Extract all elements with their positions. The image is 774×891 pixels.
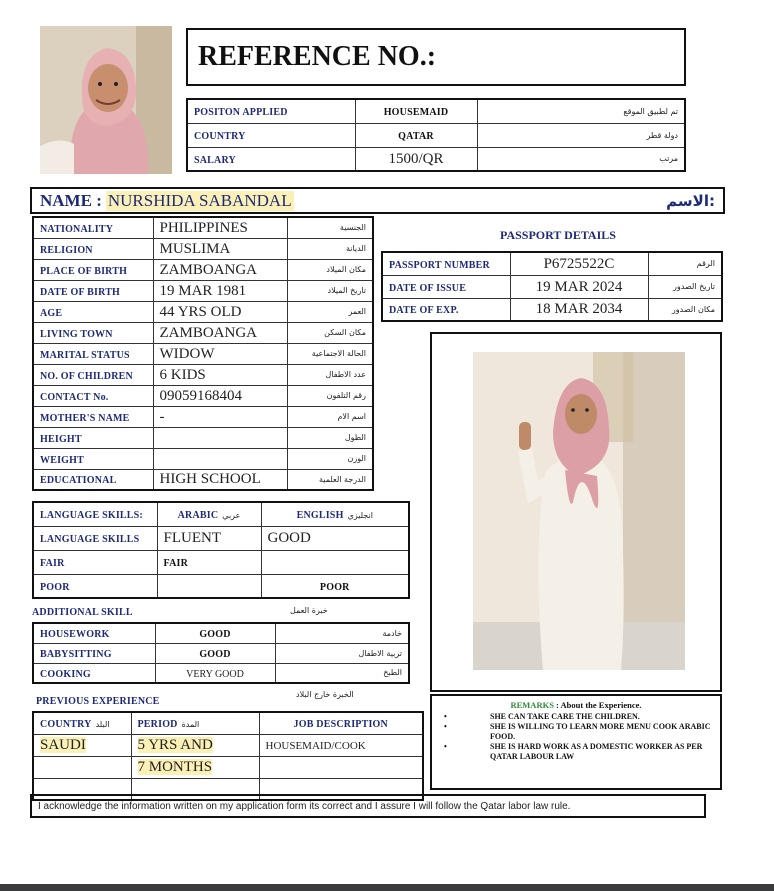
- personal-row: [33, 385, 373, 406]
- personal-ar: الحالة الاجتماعية: [311, 349, 366, 358]
- skill-ar: خادمة: [382, 628, 402, 638]
- passport-ar-cell: [648, 298, 722, 321]
- language-arabic-value: FLUENT: [163, 530, 221, 546]
- personal-label: PLACE OF BIRTH: [40, 265, 128, 277]
- personal-value-cell: [153, 385, 287, 406]
- passport-label: DATE OF EXP.: [389, 305, 459, 317]
- language-arabic-value: FAIR: [163, 558, 189, 569]
- skill-row: [33, 663, 409, 683]
- personal-row: [33, 217, 373, 238]
- language-arabic-cell: [157, 574, 261, 598]
- skill-ar-cell: [275, 643, 409, 663]
- previous-experience-title-ar: الخبرة خارج البلاد: [296, 690, 354, 699]
- language-arabic-cell: [157, 550, 261, 574]
- passport-table: [381, 251, 723, 322]
- salary-ar-cell: [477, 147, 685, 171]
- exp-head-country: COUNTRY: [40, 719, 92, 731]
- salary-row: [187, 147, 685, 171]
- experience-head-row: [33, 712, 423, 734]
- experience-row: [33, 734, 423, 756]
- language-row: [33, 526, 409, 550]
- passport-value-cell: [510, 275, 648, 298]
- personal-label-cell: [33, 259, 153, 280]
- personal-ar: تاريخ الميلاد: [327, 286, 366, 295]
- language-head-row: [33, 502, 409, 526]
- personal-ar-cell: [287, 217, 373, 238]
- personal-ar-cell: [287, 280, 373, 301]
- personal-label-cell: [33, 469, 153, 490]
- personal-label: LIVING TOWN: [40, 328, 113, 340]
- skill-value-cell: [155, 663, 275, 683]
- personal-ar: رقم التلفون: [326, 391, 366, 400]
- personal-label: AGE: [40, 307, 63, 319]
- personal-label-cell: [33, 322, 153, 343]
- remark-item: • SHE IS WILLING TO LEARN MORE MENU COOK ARABIC FOOD.: [440, 722, 712, 742]
- passport-ar-cell: [648, 275, 722, 298]
- exp-period: 5 YRS AND: [137, 737, 213, 753]
- personal-row: [33, 238, 373, 259]
- personal-ar: الدرجة العلمية: [319, 474, 366, 484]
- bottom-bar: [0, 884, 774, 891]
- exp-head-country-cell: [33, 712, 131, 734]
- additional-skill-title: ADDITIONAL SKILL: [32, 607, 133, 618]
- personal-row: [33, 364, 373, 385]
- exp-country-cell: [33, 756, 131, 778]
- language-head-arabic: ARABIC: [177, 510, 219, 522]
- position-value: HOUSEMAID: [383, 107, 449, 119]
- personal-label-cell: [33, 238, 153, 259]
- personal-label: NO. OF CHILDREN: [40, 370, 133, 382]
- personal-value: ZAMBOANGA: [159, 261, 257, 278]
- skill-label: COOKING: [40, 668, 91, 680]
- reference-label: REFERENCE NO.:: [198, 41, 437, 72]
- remarks-subtitle: : About the Experience.: [556, 700, 642, 710]
- skill-value: GOOD: [199, 629, 231, 641]
- personal-ar-cell: [287, 427, 373, 448]
- passport-ar: مكان الصدور: [671, 304, 715, 314]
- language-head-label-cell: [33, 502, 157, 526]
- position-label-cell: [187, 99, 355, 123]
- language-row-label: LANGUAGE SKILLS: [40, 534, 140, 545]
- full-body-photo: [473, 352, 685, 670]
- personal-label-cell: [33, 406, 153, 427]
- personal-ar: الطول: [344, 433, 366, 442]
- personal-label-cell: [33, 301, 153, 322]
- exp-head-job-cell: [259, 712, 423, 734]
- personal-value-cell: [153, 238, 287, 259]
- personal-value: MUSLIMA: [159, 240, 231, 257]
- personal-ar-cell: [287, 259, 373, 280]
- personal-row: [33, 280, 373, 301]
- personal-label-cell: [33, 364, 153, 385]
- personal-ar-cell: [287, 448, 373, 469]
- language-head-arabic-ar: عربي: [222, 511, 241, 521]
- personal-value: ZAMBOANGA: [159, 324, 257, 341]
- personal-label: MOTHER'S NAME: [40, 412, 130, 424]
- personal-ar: عدد الاطفال: [325, 370, 366, 379]
- personal-value: 44 YRS OLD: [159, 303, 242, 320]
- remark-item: • SHE IS HARD WORK AS A DOMESTIC WORKER AS PER QATAR LABOUR LAW: [440, 742, 712, 762]
- personal-value-cell: [153, 448, 287, 469]
- skill-ar-cell: [275, 663, 409, 683]
- personal-value-cell: [153, 259, 287, 280]
- reference-number-box: [186, 28, 686, 86]
- personal-label: EDUCATIONAL: [40, 475, 117, 487]
- passport-value: 19 MAR 2024: [535, 278, 623, 295]
- passport-value: 18 MAR 2034: [535, 301, 623, 318]
- passport-label: PASSPORT NUMBER: [389, 259, 490, 271]
- personal-ar-cell: [287, 364, 373, 385]
- personal-value-cell: [153, 469, 287, 490]
- exp-period-cell: [131, 734, 259, 756]
- personal-value: HIGH SCHOOL: [159, 471, 261, 488]
- experience-row: [33, 756, 423, 778]
- position-ar-cell: [477, 99, 685, 123]
- language-english-cell: [261, 526, 409, 550]
- passport-label-cell: [382, 275, 510, 298]
- personal-label-cell: [33, 343, 153, 364]
- exp-head-job: JOB DESCRIPTION: [293, 719, 388, 731]
- passport-ar-cell: [648, 252, 722, 275]
- exp-country: SAUDI: [40, 737, 86, 753]
- personal-label: CONTACT No.: [40, 391, 109, 403]
- passport-value-cell: [510, 252, 648, 275]
- personal-row: [33, 448, 373, 469]
- personal-ar: اسم الام: [337, 412, 366, 421]
- personal-label: DATE OF BIRTH: [40, 286, 121, 298]
- skill-value: VERY GOOD: [186, 668, 244, 680]
- skill-label: HOUSEWORK: [40, 629, 110, 641]
- exp-country-cell: [33, 734, 131, 756]
- country-label-cell: [187, 123, 355, 147]
- experience-table: [32, 711, 424, 801]
- salary-value: 1500/QR: [388, 150, 444, 167]
- language-row: [33, 550, 409, 574]
- language-head-english-ar: انجليزي: [347, 511, 373, 521]
- skill-label-cell: [33, 643, 155, 663]
- personal-value-cell: [153, 406, 287, 427]
- skill-row: [33, 623, 409, 643]
- personal-details-table: [32, 216, 374, 491]
- personal-value: PHILIPPINES: [159, 219, 248, 236]
- exp-job-cell: [259, 734, 423, 756]
- personal-value-cell: [153, 364, 287, 385]
- personal-row: [33, 343, 373, 364]
- country-ar: دولة قطر: [646, 130, 678, 140]
- language-head-english: ENGLISH: [296, 510, 344, 522]
- name-label: NAME :: [40, 190, 102, 210]
- personal-ar: الديانة: [345, 244, 366, 253]
- remarks-list: [440, 712, 712, 762]
- personal-row: [33, 427, 373, 448]
- language-arabic-cell: [157, 526, 261, 550]
- passport-row: [382, 252, 722, 275]
- skill-ar: الطبخ: [383, 668, 402, 678]
- personal-ar-cell: [287, 385, 373, 406]
- personal-row: [33, 259, 373, 280]
- language-row-label: POOR: [40, 581, 70, 593]
- skill-ar-cell: [275, 623, 409, 643]
- language-english-cell: [261, 574, 409, 598]
- personal-value-cell: [153, 322, 287, 343]
- country-value: QATAR: [398, 131, 434, 142]
- name-ar: الاسم:: [666, 191, 715, 210]
- exp-head-period: PERIOD: [137, 719, 178, 731]
- language-skills-table: [32, 501, 410, 599]
- skill-value-cell: [155, 623, 275, 643]
- personal-value: 19 MAR 1981: [159, 282, 247, 299]
- personal-ar-cell: [287, 469, 373, 490]
- personal-value: 09059168404: [159, 387, 242, 404]
- personal-label-cell: [33, 217, 153, 238]
- personal-value-cell: [153, 343, 287, 364]
- salary-ar: مرتب: [659, 154, 678, 164]
- personal-label: RELIGION: [40, 244, 93, 256]
- personal-ar-cell: [287, 322, 373, 343]
- passport-label-cell: [382, 252, 510, 275]
- personal-row: [33, 301, 373, 322]
- position-value-cell: [355, 99, 477, 123]
- language-head-english-cell: [261, 502, 409, 526]
- remarks-box: [430, 694, 722, 790]
- language-label-cell: [33, 526, 157, 550]
- personal-ar-cell: [287, 238, 373, 259]
- salary-label-cell: [187, 147, 355, 171]
- language-english-value: POOR: [319, 581, 350, 593]
- skill-label-cell: [33, 663, 155, 683]
- skill-label-cell: [33, 623, 155, 643]
- acknowledgement-text: I acknowledge the information written on my application form its correct and I assure I will follow the Qatar labor law rule.: [38, 800, 571, 812]
- personal-label: NATIONALITY: [40, 223, 114, 235]
- passport-value-cell: [510, 298, 648, 321]
- skill-value: GOOD: [199, 649, 231, 660]
- personal-value-cell: [153, 217, 287, 238]
- personal-label: MARITAL STATUS: [40, 349, 130, 361]
- personal-value-cell: [153, 427, 287, 448]
- personal-ar: مكان الميلاد: [326, 265, 366, 274]
- skill-ar: تربية الاطفال: [358, 648, 402, 658]
- passport-ar: تاريخ الصدور: [673, 282, 715, 291]
- language-label-cell: [33, 550, 157, 574]
- salary-label: SALARY: [194, 154, 236, 166]
- personal-ar: الجنسية: [339, 223, 366, 233]
- personal-ar: العمر: [348, 307, 366, 316]
- personal-value-cell: [153, 280, 287, 301]
- exp-period: 7 MONTHS: [137, 759, 213, 775]
- exp-head-country-ar: البلد: [95, 720, 110, 730]
- personal-label: WEIGHT: [40, 454, 84, 466]
- personal-ar-cell: [287, 343, 373, 364]
- remarks-title: [440, 700, 712, 710]
- language-english-cell: [261, 550, 409, 574]
- personal-row: [33, 469, 373, 490]
- personal-row: [33, 406, 373, 427]
- personal-label: HEIGHT: [40, 433, 82, 445]
- personal-label-cell: [33, 448, 153, 469]
- previous-experience-title: PREVIOUS EXPERIENCE: [36, 696, 160, 707]
- exp-job: HOUSEMAID/COOK: [265, 740, 366, 752]
- personal-ar-cell: [287, 301, 373, 322]
- remarks-label: REMARKS: [510, 700, 554, 710]
- name-bar: [30, 187, 725, 214]
- remark-item: • SHE CAN TAKE CARE THE CHILDREN.: [440, 712, 712, 722]
- personal-ar: مكان السكن: [324, 328, 366, 337]
- acknowledgement-box: [30, 794, 706, 818]
- exp-job-cell: [259, 756, 423, 778]
- position-table: [186, 98, 686, 172]
- personal-value: -: [159, 408, 165, 425]
- passport-row: [382, 298, 722, 321]
- applicant-name: NURSHIDA SABANDAL: [107, 190, 292, 210]
- personal-ar-cell: [287, 406, 373, 427]
- personal-label-cell: [33, 385, 153, 406]
- skill-row: [33, 643, 409, 663]
- passport-details-title: PASSPORT DETAILS: [500, 228, 616, 242]
- language-head-label: LANGUAGE SKILLS:: [40, 510, 143, 522]
- personal-label-cell: [33, 427, 153, 448]
- exp-head-period-ar: المدة: [181, 720, 200, 730]
- position-row: [187, 99, 685, 123]
- exp-head-period-cell: [131, 712, 259, 734]
- language-row: [33, 574, 409, 598]
- personal-row: [33, 322, 373, 343]
- passport-value: P6725522C: [543, 255, 615, 272]
- salary-value-cell: [355, 147, 477, 171]
- country-row: [187, 123, 685, 147]
- personal-value-cell: [153, 301, 287, 322]
- personal-value: WIDOW: [159, 345, 215, 362]
- passport-ar: الرقم: [696, 259, 715, 269]
- passport-label-cell: [382, 298, 510, 321]
- passport-label: DATE OF ISSUE: [389, 282, 467, 294]
- applicant-photo: [40, 26, 172, 174]
- skill-label: BABYSITTING: [40, 649, 112, 660]
- language-head-arabic-cell: [157, 502, 261, 526]
- additional-skill-table: [32, 622, 410, 684]
- language-english-value: GOOD: [267, 530, 311, 546]
- additional-skill-title-ar: خبرة العمل: [290, 606, 328, 615]
- position-label: POSITON APPLIED: [194, 107, 288, 119]
- country-ar-cell: [477, 123, 685, 147]
- position-ar: تم لطبيق الموقع: [623, 106, 678, 116]
- personal-label-cell: [33, 280, 153, 301]
- personal-ar: الوزن: [347, 454, 366, 463]
- passport-row: [382, 275, 722, 298]
- exp-period-cell: [131, 756, 259, 778]
- country-value-cell: [355, 123, 477, 147]
- personal-value: 6 KIDS: [159, 366, 206, 383]
- country-label: COUNTRY: [194, 131, 246, 142]
- language-row-label: FAIR: [40, 558, 65, 569]
- skill-value-cell: [155, 643, 275, 663]
- language-label-cell: [33, 574, 157, 598]
